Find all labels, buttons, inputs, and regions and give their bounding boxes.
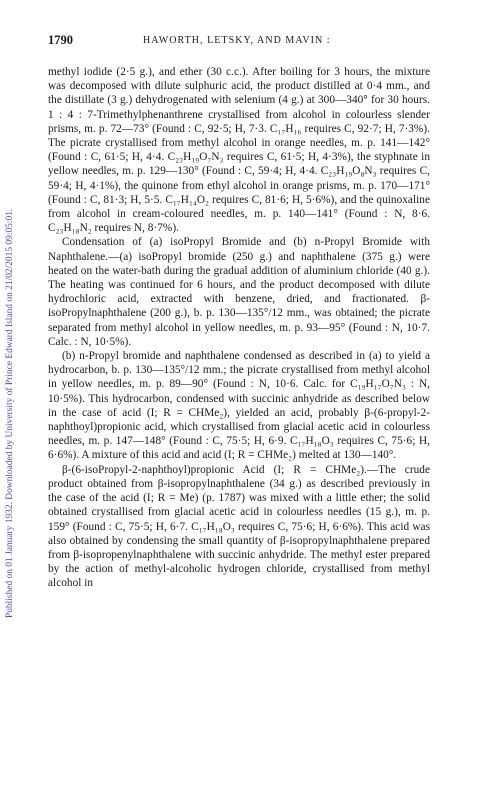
paragraph: β-(6-isoPropyl-2-naphthoyl)propionic Acid (I; R = CHMe₂).—The crude product obtained from β-isopropylnaphthalene (34 g.) as described previously in the case of the acid (I; R = Me) (p. 1787) was mixed with a little ether; the solid obtained crystallised from glacial acetic acid in colourless needles (15 g.), m. p. 159° (Found : C, 75·5; H, 6·7. C₁₇H₁₈O₃ requires C, 75·6; H, 6·6%). This acid was also obtained by condensing the small quantity of β-isopropylnaphthalene prepared from β-isopropenylnaphthalene with succinic anhydride. The methyl ester prepared by the action of methyl-alcoholic hydrogen chloride, crystallised from methyl alcohol in: [48, 463, 430, 590]
page-header: [48, 33, 426, 49]
paragraph: Condensation of (a) isoPropyl Bromide and (b) n-Propyl Bromide with Naphthalene.—(a) isoPropyl bromide (250 g.) and naphthalene (375 g.) were heated on the water-bath during the gradual addition of aluminium chloride (40 g.). The heating was continued for 6 hours, and the product decomposed with dilute hydrochloric acid, extracted with benzene, dried, and fractionated. β-isoPropylnaphthalene (200 g.), b. p. 130—135°/12 mm., was obtained; the picrate separated from methyl alcohol in yellow needles, m. p. 93—95° (Found : N, 10·7. Calc. : N, 10·5%).: [48, 236, 430, 348]
download-margin-note: [3, 40, 17, 620]
margin-note-text: Published on 01 January 1932. Downloaded by University of Prince Edward Island on 21/02/2015 09:05:01.: [5, 208, 15, 618]
page-number: 1790: [48, 33, 73, 47]
paragraph: (b) n-Propyl bromide and naphthalene condensed as described in (a) to yield a hydrocarbon, b. p. 130—135°/12 mm.; the picrate crystallised from methyl alcohol in yellow needles, m. p. 89—90° (Found : N, 10·6. Calc. for C₁₉H₁₇O₇N₃ : N, 10·5%). This hydrocarbon, condensed with succinic anhydride as described below in the case of acid (I; R = CHMe₂), yielded an acid, probably β-(6-propyl-2-naphthoyl)propionic acid, which crystallised from glacial acetic acid in colourless needles, m. p. 147—148° (Found : C, 75·5; H, 6·9. C₁₇H₁₈O₃ requires C, 75·6; H, 6·6%). A mixture of this acid and acid (I; R = CHMe₂) melted at 130—140°.: [48, 350, 430, 462]
running-head: HAWORTH, LETSKY, AND MAVIN :: [143, 35, 331, 46]
paragraph: methyl iodide (2·5 g.), and ether (30 c.c.). After boiling for 3 hours, the mixture was decomposed with dilute sulphuric acid, the product distilled at 0·4 mm., and the distillate (3 g.) dehydrogenated with selenium (4 g.) at 300—340° for 30 hours. 1 : 4 : 7-Trimethylphenanthrene crystallised from alcohol in colourless slender prisms, m. p. 72—73° (Found : C, 92·5; H, 7·3. C₁₇H₁₆ requires C, 92·7; H, 7·3%). The picrate crystallised from methyl alcohol in orange needles, m. p. 141—142° (Found : C, 61·5; H, 4·4. C₂₃H₁₉O₇N₃ requires C, 61·5; H, 4·3%), the styphnate in yellow needles, m. p. 129—130° (Found : C, 59·4; H, 4·4. C₂₃H₁₉O₈N₃ requires C, 59·4; H, 4·1%), the quinone from ethyl alcohol in orange prisms, m. p. 170—171° (Found : C, 81·3; H, 5·5. C₁₇H₁₄O₂ requires C, 81·6; H, 5·6%), and the quinoxaline from alcohol in cream-coloured needles, m. p. 140—141° (Found : N, 8·6. C₂₃H₁₈N₂ requires N, 8·7%).: [48, 66, 430, 235]
article-body: [48, 65, 430, 591]
